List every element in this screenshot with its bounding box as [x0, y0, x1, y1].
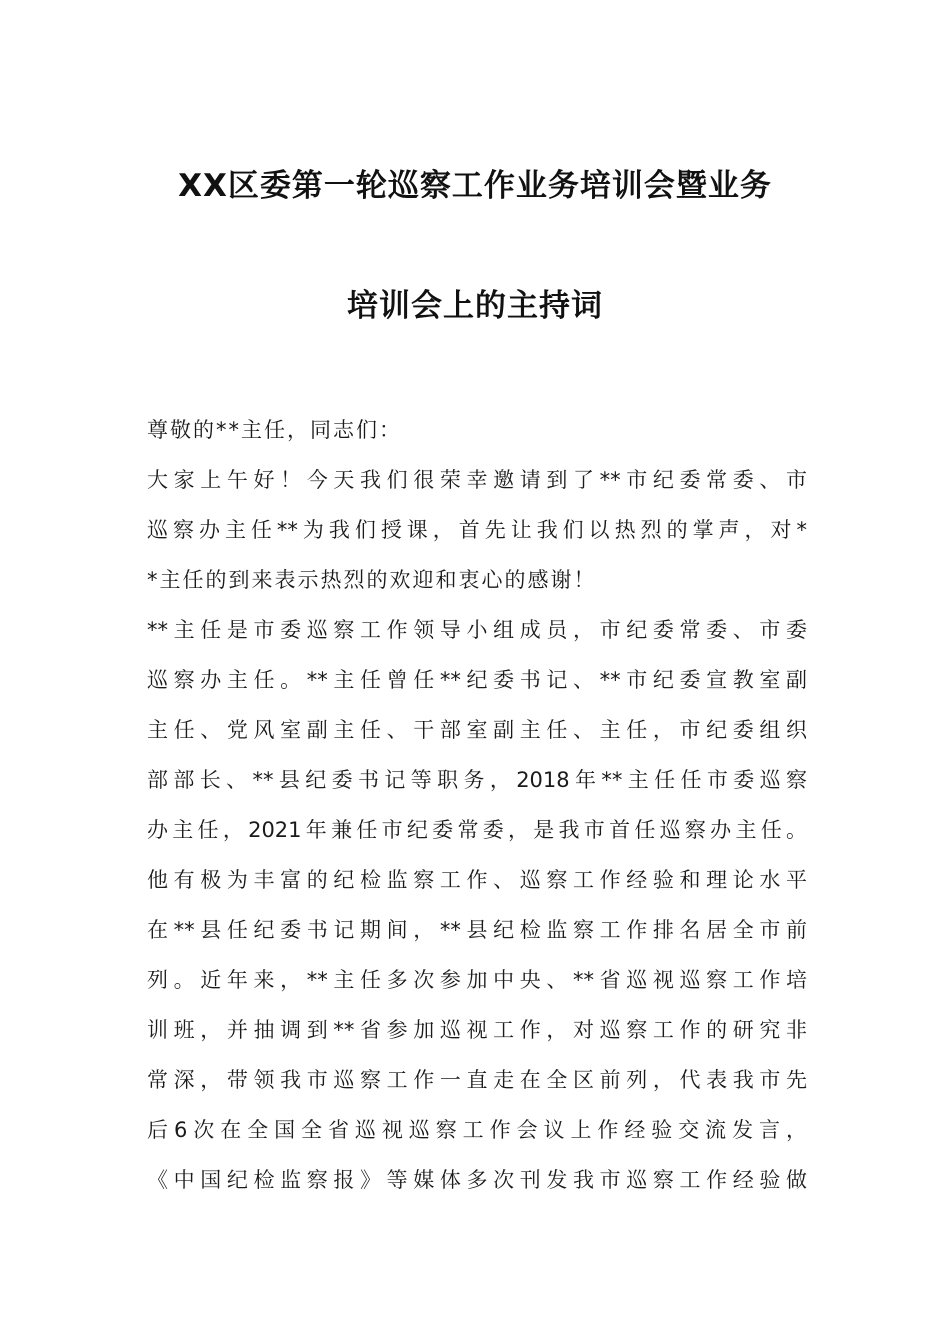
document-title-line-1: XX区委第一轮巡察工作业务培训会暨业务	[178, 168, 772, 204]
body-text-line: 训班，并抽调到**省参加巡视工作，对巡察工作的研究非	[147, 1018, 807, 1042]
body-text-line: 办主任，2021年兼任市纪委常委，是我市首任巡察办主任。	[147, 818, 807, 842]
body-text-line: 大家上午好！今天我们很荣幸邀请到了**市纪委常委、市	[147, 468, 807, 492]
body-text-line: 《中国纪检监察报》等媒体多次刊发我市巡察工作经验做	[147, 1168, 807, 1192]
body-text-line: 列。近年来，**主任多次参加中央、**省巡视巡察工作培	[147, 968, 807, 992]
body-text-line: 巡察办主任**为我们授课，首先让我们以热烈的掌声，对*	[147, 518, 807, 542]
body-text-line: 巡察办主任。**主任曾任**纪委书记、**市纪委宣教室副	[147, 668, 807, 692]
body-text-line: *主任的到来表示热烈的欢迎和衷心的感谢！	[147, 568, 597, 592]
body-text-line: 后6次在全国全省巡视巡察工作会议上作经验交流发言，	[147, 1118, 807, 1142]
body-text-line: 主任、党风室副主任、干部室副主任、主任，市纪委组织	[147, 718, 807, 742]
salutation-line: 尊敬的**主任，同志们：	[147, 418, 402, 442]
body-text-line: **主任是市委巡察工作领导小组成员，市纪委常委、市委	[147, 618, 807, 642]
body-text-line: 部部长、**县纪委书记等职务，2018年**主任任市委巡察	[147, 768, 807, 792]
body-text-line: 在**县任纪委书记期间，**县纪检监察工作排名居全市前	[147, 918, 807, 942]
body-text-line: 常深，带领我市巡察工作一直走在全区前列，代表我市先	[147, 1068, 807, 1092]
document-title-line-2: 培训会上的主持词	[347, 288, 603, 324]
body-text-line: 他有极为丰富的纪检监察工作、巡察工作经验和理论水平	[147, 868, 807, 892]
